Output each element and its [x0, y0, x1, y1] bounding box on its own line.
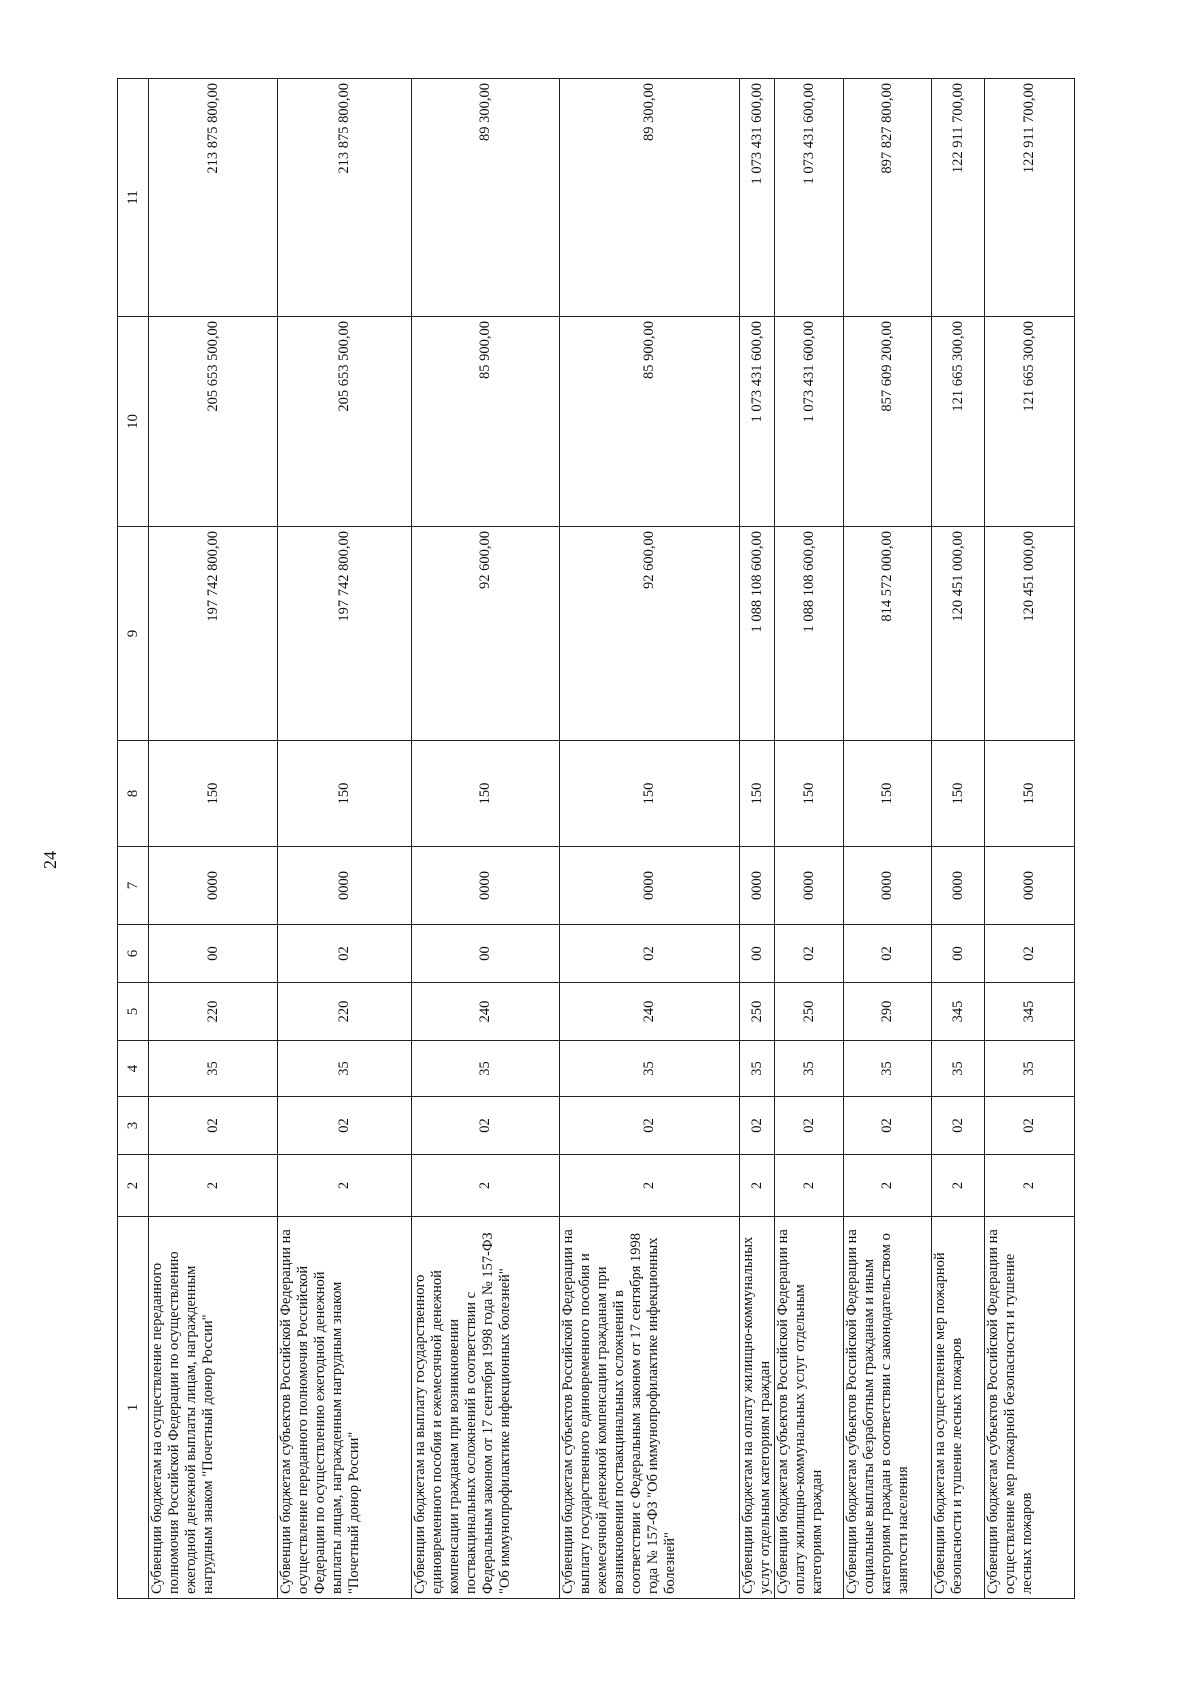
amount-cell: 1 073 431 600,00	[775, 317, 844, 527]
amount-cell: 1 073 431 600,00	[775, 79, 844, 317]
amount-cell: 1 073 431 600,00	[740, 79, 775, 317]
table-row	[775, 79, 844, 1599]
code-cell: 02	[775, 925, 844, 983]
code-cell: 150	[412, 741, 560, 847]
code-cell: 02	[985, 1097, 1075, 1155]
code-cell: 220	[149, 983, 278, 1041]
column-header: 8	[118, 741, 149, 847]
code-cell: 00	[740, 925, 775, 983]
table-row	[844, 79, 932, 1599]
code-cell: 35	[775, 1041, 844, 1097]
code-cell: 0000	[278, 847, 412, 925]
amount-cell: 197 742 800,00	[149, 527, 278, 741]
amount-cell: 85 900,00	[560, 317, 740, 527]
code-cell: 0000	[775, 847, 844, 925]
code-cell: 2	[278, 1155, 412, 1217]
code-cell: 02	[412, 1097, 560, 1155]
code-cell: 02	[560, 925, 740, 983]
amount-cell: 1 073 431 600,00	[740, 317, 775, 527]
amount-cell: 122 911 700,00	[932, 79, 985, 317]
amount-cell: 205 653 500,00	[149, 317, 278, 527]
code-cell: 2	[775, 1155, 844, 1217]
code-cell: 290	[844, 983, 932, 1041]
code-cell: 02	[560, 1097, 740, 1155]
amount-cell: 121 665 300,00	[985, 317, 1075, 527]
code-cell: 2	[412, 1155, 560, 1217]
code-cell: 240	[412, 983, 560, 1041]
code-cell: 02	[844, 925, 932, 983]
code-cell: 2	[985, 1155, 1075, 1217]
code-cell: 150	[740, 741, 775, 847]
code-cell: 0000	[560, 847, 740, 925]
code-cell: 02	[775, 1097, 844, 1155]
page-number: 24	[40, 851, 60, 869]
row-description: Субвенции бюджетам субъектов Российской Федерации на оплату жилищно-коммунальных услуг отдельным категориям граждан	[775, 1217, 844, 1599]
code-cell: 35	[412, 1041, 560, 1097]
amount-cell: 120 451 000,00	[932, 527, 985, 741]
amount-cell: 814 572 000,00	[844, 527, 932, 741]
code-cell: 02	[278, 1097, 412, 1155]
column-header: 4	[118, 1041, 149, 1097]
code-cell: 250	[740, 983, 775, 1041]
amount-cell: 1 088 108 600,00	[740, 527, 775, 741]
code-cell: 0000	[740, 847, 775, 925]
amount-cell: 92 600,00	[560, 527, 740, 741]
column-header: 2	[118, 1155, 149, 1217]
amount-cell: 120 451 000,00	[985, 527, 1075, 741]
row-description: Субвенции бюджетам на осуществление переданного полномочия Российской Федерации по осуществлению ежегодной денежной выплаты лицам, награжденным нагрудным знаком "Почетный донор России"	[149, 1217, 278, 1599]
column-header: 7	[118, 847, 149, 925]
code-cell: 0000	[932, 847, 985, 925]
column-header: 10	[118, 317, 149, 527]
code-cell: 02	[278, 925, 412, 983]
code-cell: 35	[278, 1041, 412, 1097]
amount-cell: 897 827 800,00	[844, 79, 932, 317]
code-cell: 250	[775, 983, 844, 1041]
code-cell: 35	[740, 1041, 775, 1097]
code-cell: 345	[932, 983, 985, 1041]
amount-cell: 85 900,00	[412, 317, 560, 527]
code-cell: 2	[149, 1155, 278, 1217]
code-cell: 0000	[985, 847, 1075, 925]
table-row	[985, 79, 1075, 1599]
amount-cell: 205 653 500,00	[278, 317, 412, 527]
code-cell: 02	[985, 925, 1075, 983]
row-description: Субвенции бюджетам субъектов Российской Федерации на выплату государственного единовременного пособия и ежемесячной денежной компенсации гражданам при возникновении поствакцинальных осложнений в соответствии с Федеральным законом от 17 сентября 1998 года № 157-ФЗ "Об иммунопрофилактике инфекционных болезней"	[560, 1217, 740, 1599]
column-header: 9	[118, 527, 149, 741]
row-description: Субвенции бюджетам субъектов Российской Федерации на осуществление мер пожарной безопасности и тушение лесных пожаров	[985, 1217, 1075, 1599]
amount-cell: 89 300,00	[412, 79, 560, 317]
table-row	[412, 79, 560, 1599]
code-cell: 345	[985, 983, 1075, 1041]
row-description: Субвенции бюджетам на осуществление мер пожарной безопасности и тушение лесных пожаров	[932, 1217, 985, 1599]
code-cell: 2	[740, 1155, 775, 1217]
code-cell: 35	[844, 1041, 932, 1097]
row-description: Субвенции бюджетам на выплату государственного единовременного пособия и ежемесячной денежной компенсации гражданам при возникновении поствакцинальных осложнений в соответствии с Федеральным законом от 17 сентября 1998 года № 157-ФЗ "Об иммунопрофилактике инфекционных болезней"	[412, 1217, 560, 1599]
amount-cell: 213 875 800,00	[278, 79, 412, 317]
code-cell: 2	[560, 1155, 740, 1217]
code-cell: 00	[412, 925, 560, 983]
code-cell: 35	[932, 1041, 985, 1097]
column-header: 6	[118, 925, 149, 983]
code-cell: 00	[149, 925, 278, 983]
row-description: Субвенции бюджетам субъектов Российской Федерации на социальные выплаты безработным гражданам и иным категориям граждан в соответствии с законодательством о занятости населения	[844, 1217, 932, 1599]
code-cell: 150	[278, 741, 412, 847]
code-cell: 35	[149, 1041, 278, 1097]
amount-cell: 89 300,00	[560, 79, 740, 317]
amount-cell: 1 088 108 600,00	[775, 527, 844, 741]
code-cell: 150	[844, 741, 932, 847]
code-cell: 0000	[412, 847, 560, 925]
column-header: 3	[118, 1097, 149, 1155]
code-cell: 00	[932, 925, 985, 983]
row-description: Субвенции бюджетам субъектов Российской Федерации на осуществление переданного полномочия Российской Федерации по осуществлению ежегодной денежной выплаты лицам, награжденным нагрудным знаком "Почетный донор России"	[278, 1217, 412, 1599]
code-cell: 02	[844, 1097, 932, 1155]
code-cell: 2	[844, 1155, 932, 1217]
rotated-page-content	[117, 79, 1072, 1599]
header-row	[118, 79, 149, 1599]
amount-cell: 857 609 200,00	[844, 317, 932, 527]
code-cell: 35	[560, 1041, 740, 1097]
row-description: Субвенции бюджетам на оплату жилищно-коммунальных услуг отдельным категориям граждан	[740, 1217, 775, 1599]
code-cell: 240	[560, 983, 740, 1041]
code-cell: 02	[932, 1097, 985, 1155]
amount-cell: 121 665 300,00	[932, 317, 985, 527]
table-row	[149, 79, 278, 1599]
code-cell: 150	[149, 741, 278, 847]
code-cell: 150	[932, 741, 985, 847]
table-row	[560, 79, 740, 1599]
code-cell: 02	[740, 1097, 775, 1155]
budget-table	[117, 78, 1075, 1599]
amount-cell: 213 875 800,00	[149, 79, 278, 317]
code-cell: 220	[278, 983, 412, 1041]
code-cell: 150	[775, 741, 844, 847]
column-header: 11	[118, 79, 149, 317]
amount-cell: 122 911 700,00	[985, 79, 1075, 317]
code-cell: 150	[985, 741, 1075, 847]
code-cell: 0000	[149, 847, 278, 925]
table-row	[740, 79, 775, 1599]
table-row	[932, 79, 985, 1599]
amount-cell: 197 742 800,00	[278, 527, 412, 741]
code-cell: 2	[932, 1155, 985, 1217]
code-cell: 02	[149, 1097, 278, 1155]
code-cell: 0000	[844, 847, 932, 925]
column-header: 5	[118, 983, 149, 1041]
code-cell: 150	[560, 741, 740, 847]
table-row	[278, 79, 412, 1599]
column-header: 1	[118, 1217, 149, 1599]
code-cell: 35	[985, 1041, 1075, 1097]
amount-cell: 92 600,00	[412, 527, 560, 741]
